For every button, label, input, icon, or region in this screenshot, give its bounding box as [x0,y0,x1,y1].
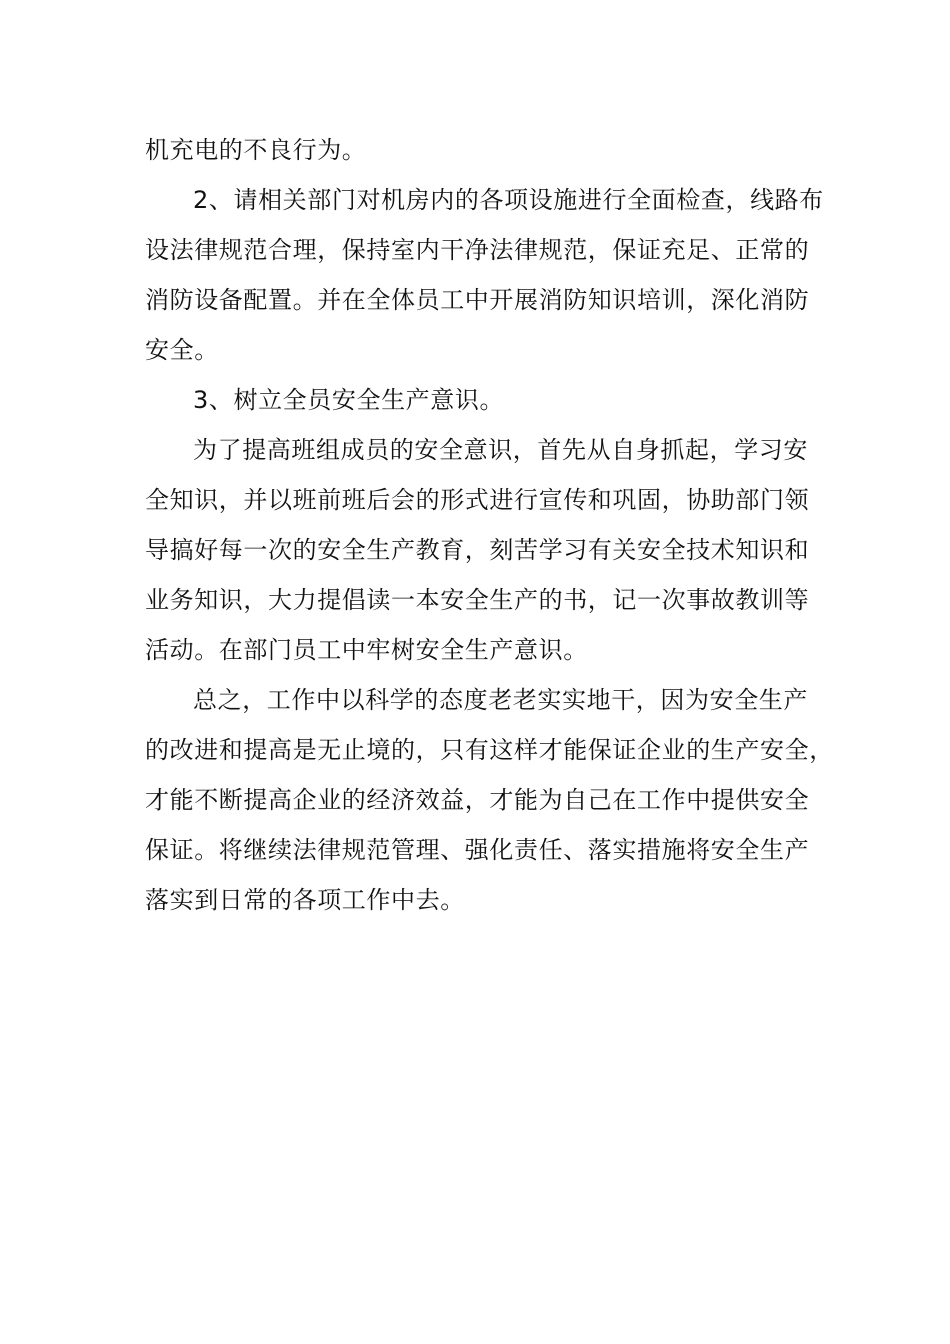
text-line: 落实到日常的各项工作中去。 [145,886,465,914]
text-line: 活动。在部门员工中牢树安全生产意识。 [145,636,588,664]
text-line: 的改进和提高是无止境的，只有这样才能保证企业的生产安全， [145,736,834,764]
text-line: 安全。 [145,336,219,364]
text-line: 2、请相关部门对机房内的各项设施进行全面检查，线路布 [193,186,824,214]
text-line: 导搞好每一次的安全生产教育，刻苦学习有关安全技术知识和 [145,536,810,564]
text-line: 为了提高班组成员的安全意识，首先从自身抓起，学习安 [193,436,808,464]
text-line: 业务知识，大力提倡读一本安全生产的书，记一次事故教训等 [145,586,810,614]
text-line: 消防设备配置。并在全体员工中开展消防知识培训，深化消防 [145,286,810,314]
text-line: 机充电的不良行为。 [145,136,367,164]
text-line: 保证。将继续法律规范管理、强化责任、落实措施将安全生产 [145,836,810,864]
text-line: 才能不断提高企业的经济效益，才能为自己在工作中提供安全 [145,786,810,814]
text-line: 总之，工作中以科学的态度老老实实地干，因为安全生产 [193,686,808,714]
text-line: 设法律规范合理，保持室内干净法律规范，保证充足、正常的 [145,236,810,264]
text-line: 3、树立全员安全生产意识。 [193,386,505,414]
text-line: 全知识，并以班前班后会的形式进行宣传和巩固，协助部门领 [145,486,810,514]
